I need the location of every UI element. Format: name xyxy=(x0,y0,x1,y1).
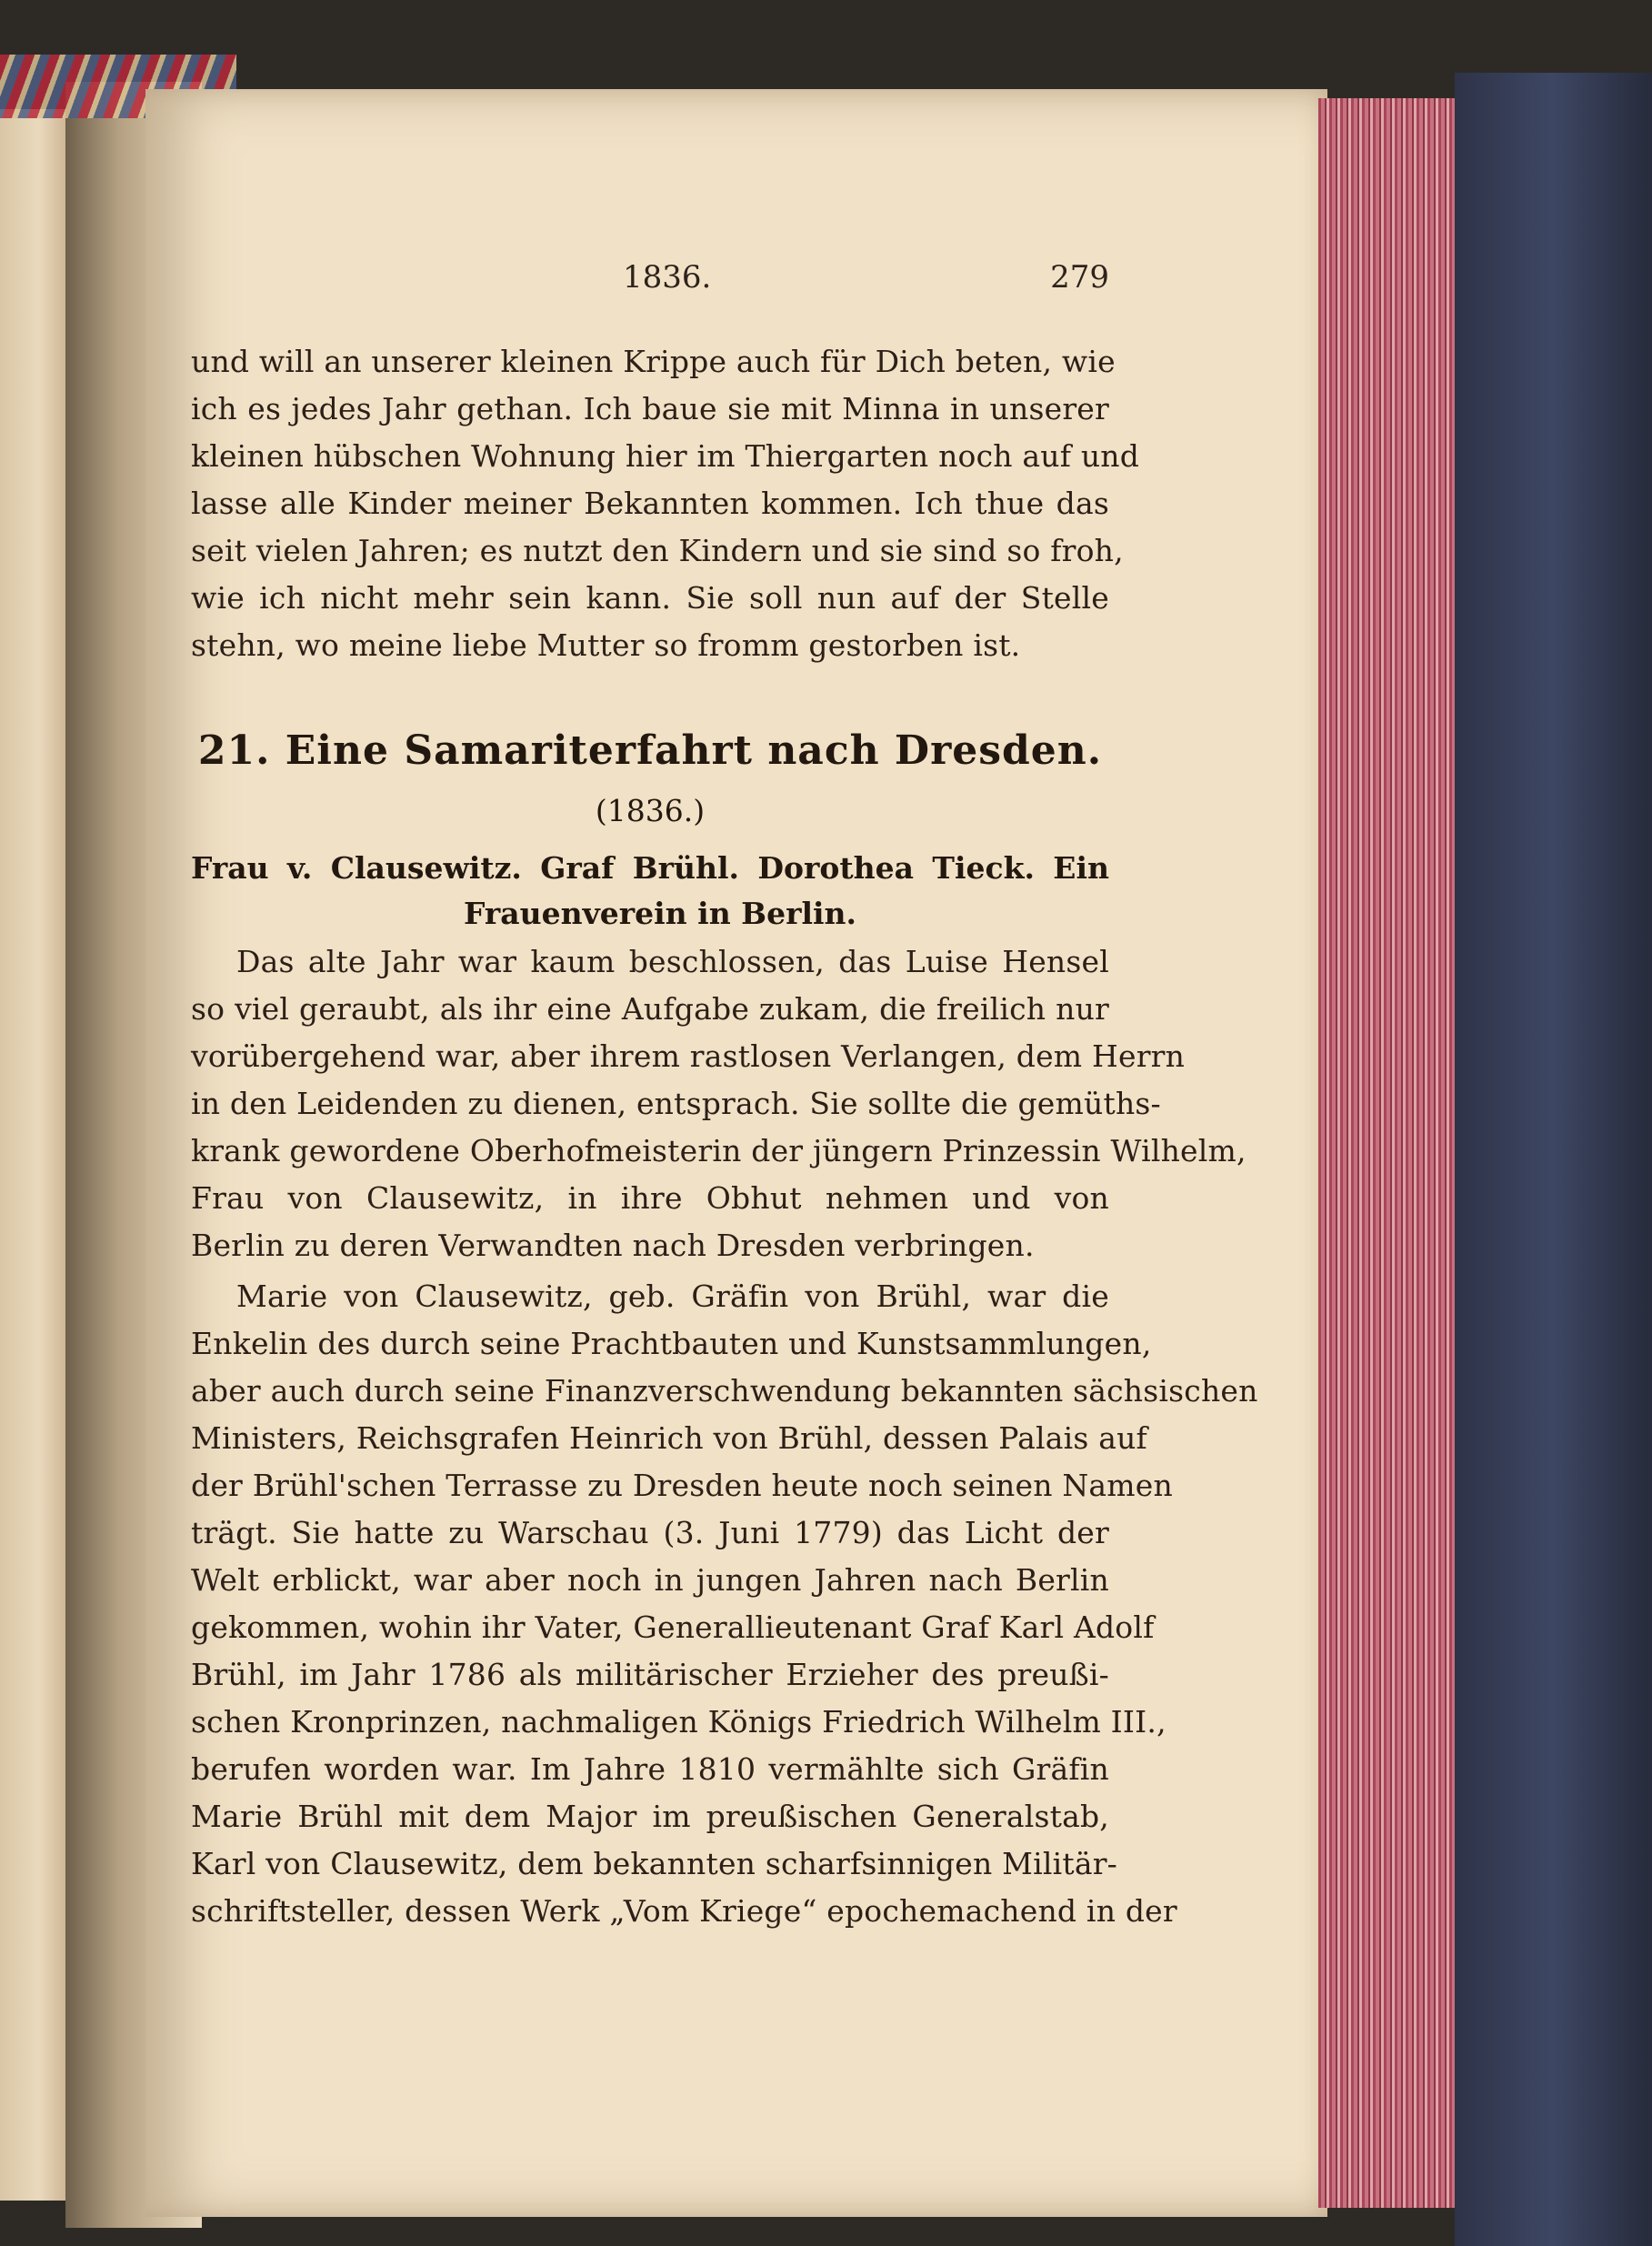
text-line: Berlin zu deren Verwandten nach Dresden verbringen. xyxy=(191,1228,1035,1263)
text-line: gekommen, wohin ihr Vater, Generallieutenant Graf Karl Adolf xyxy=(191,1609,1155,1645)
text-line: in den Leidenden zu dienen, entsprach. Sie sollte die gemüths- xyxy=(191,1086,1161,1121)
text-line: wie ich nicht mehr sein kann. Sie soll nun auf der Stelle xyxy=(191,580,1109,616)
text-line: Brühl, im Jahr 1786 als militärischer Erzieher des preußi- xyxy=(191,1657,1109,1692)
top-paragraph xyxy=(191,338,1140,669)
text-line: kleinen hübschen Wohnung hier im Thiergarten noch auf und xyxy=(191,438,1140,474)
page-edges-red xyxy=(1318,98,1473,2208)
text-line: Karl von Clausewitz, dem bekannten scharfsinnigen Militär- xyxy=(191,1846,1118,1881)
text-line: der Brühl'schen Terrasse zu Dresden heute noch seinen Namen xyxy=(191,1468,1173,1503)
running-head xyxy=(191,259,1109,305)
left-page-edge xyxy=(0,109,71,2201)
chapter-summary-line: Frau v. Clausewitz. Graf Brühl. Dorothea Tieck. Ein xyxy=(191,850,1109,886)
chapter-summary-line: Frauenverein in Berlin. xyxy=(464,896,857,931)
paragraph-2 xyxy=(191,1273,1258,1935)
text-line: berufen worden war. Im Jahre 1810 vermählte sich Gräfin xyxy=(191,1751,1109,1787)
book-cover xyxy=(1455,73,1652,2246)
text-line: krank gewordene Oberhofmeisterin der jüngern Prinzessin Wilhelm, xyxy=(191,1133,1247,1168)
text-line: schen Kronprinzen, nachmaligen Königs Friedrich Wilhelm III., xyxy=(191,1704,1166,1740)
text-line: Ministers, Reichsgrafen Heinrich von Brühl, dessen Palais auf xyxy=(191,1420,1147,1456)
paragraph-1 xyxy=(191,938,1247,1269)
chapter-title: 21. Eine Samariterfahrt nach Dresden. xyxy=(197,727,1103,774)
text-line: Marie von Clausewitz, geb. Gräfin von Brühl, war die xyxy=(236,1278,1109,1314)
chapter-summary xyxy=(191,846,1109,937)
text-line: aber auch durch seine Finanzverschwendung bekannten sächsischen xyxy=(191,1373,1258,1409)
text-line: Welt erblickt, war aber noch in jungen Jahren nach Berlin xyxy=(191,1562,1109,1598)
text-line: Marie Brühl mit dem Major im preußischen Generalstab, xyxy=(191,1799,1109,1834)
text-line: trägt. Sie hatte zu Warschau (3. Juni 1779) das Licht der xyxy=(191,1515,1109,1550)
text-line: ich es jedes Jahr gethan. Ich baue sie mit Minna in unserer xyxy=(191,391,1109,426)
text-line: seit vielen Jahren; es nutzt den Kindern und sie sind so froh, xyxy=(191,533,1124,568)
text-line: vorübergehend war, aber ihrem rastlosen Verlangen, dem Herrn xyxy=(191,1038,1186,1074)
running-head-year: 1836. xyxy=(623,259,712,296)
text-line: Das alte Jahr war kaum beschlossen, das Luise Hensel xyxy=(236,944,1109,979)
text-line: so viel geraubt, als ihr eine Aufgabe zukam, die freilich nur xyxy=(191,991,1109,1027)
chapter-year: (1836.) xyxy=(595,793,706,828)
text-line: stehn, wo meine liebe Mutter so fromm gestorben ist. xyxy=(191,627,1021,663)
text-line: Enkelin des durch seine Prachtbauten und Kunstsammlungen, xyxy=(191,1326,1152,1361)
text-line: schriftsteller, dessen Werk „Vom Kriege“ epochemachend in der xyxy=(191,1893,1177,1929)
text-line: Frau von Clausewitz, in ihre Obhut nehmen und von xyxy=(191,1180,1109,1216)
text-line: lasse alle Kinder meiner Bekannten kommen. Ich thue das xyxy=(191,486,1109,521)
text-line: und will an unserer kleinen Krippe auch für Dich beten, wie xyxy=(191,344,1116,379)
page-number: 279 xyxy=(1050,259,1109,296)
